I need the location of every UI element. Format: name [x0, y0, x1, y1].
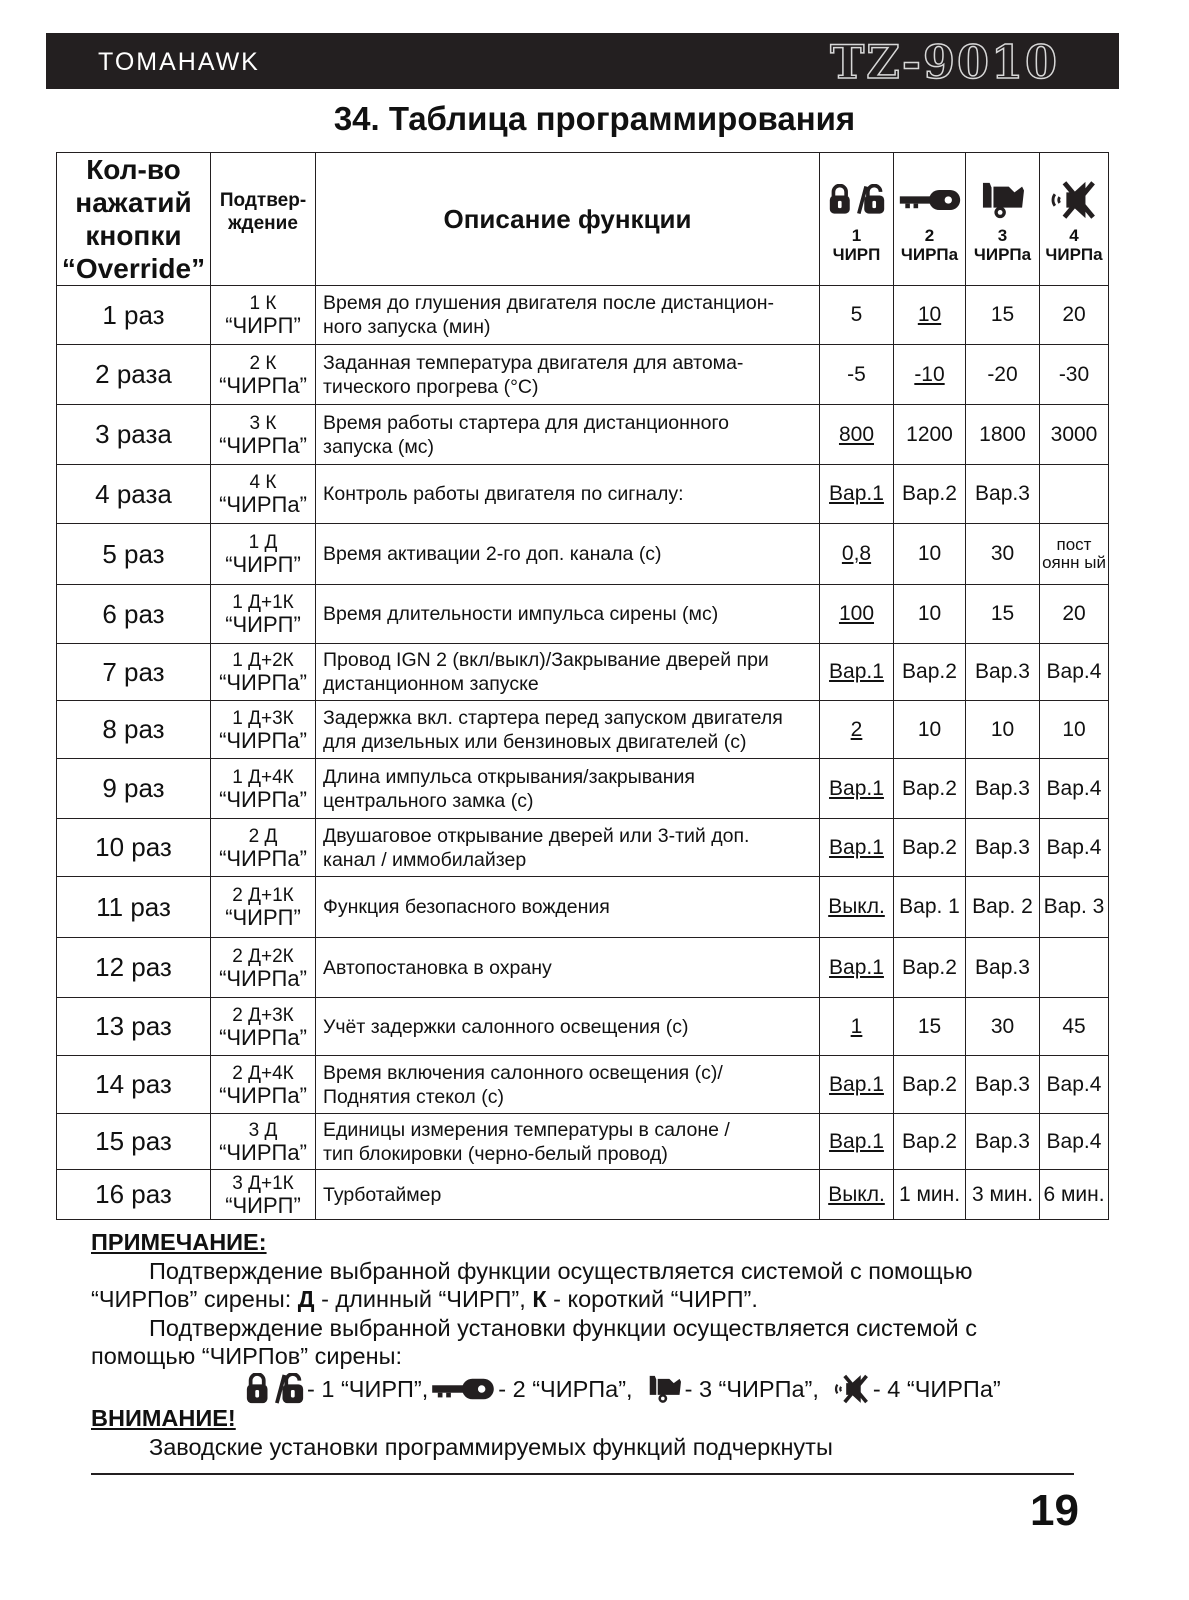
table-header-row [57, 153, 1109, 286]
chirp-legend [243, 1373, 1001, 1405]
option-value-2: -10 [894, 345, 966, 405]
function-description: Контроль работы двигателя по сигналу: [316, 465, 820, 524]
option-value-3: 10 [966, 701, 1040, 759]
table-row [57, 998, 1109, 1056]
option-value-2: 10 [894, 585, 966, 644]
confirmation: 1 К “ЧИРП” [211, 286, 316, 345]
table-row [57, 524, 1109, 585]
notes-section [91, 1228, 1091, 1371]
option-value-3: 1800 [966, 405, 1040, 465]
press-count: 6 раз [57, 585, 211, 644]
confirmation: 1 Д+1К “ЧИРП” [211, 585, 316, 644]
siren-mute-icon [833, 1373, 871, 1405]
option-value-2: 10 [894, 701, 966, 759]
lock-unlock-icon [828, 184, 886, 216]
option-value-2: Вар.2 [894, 938, 966, 998]
option-value-3: Вар. 2 [966, 877, 1040, 938]
column-header-option-4: 4 ЧИРПа [1040, 153, 1109, 286]
table-row [57, 405, 1109, 465]
option-value-1: Вар.1 [820, 465, 894, 524]
note-paragraph-2-cont: помощью “ЧИРПов” сирены: [91, 1343, 403, 1369]
function-description: Время до глушения двигателя после дистанцион- ного запуска (мин) [316, 286, 820, 345]
table-row [57, 819, 1109, 877]
key-icon [430, 1375, 496, 1403]
column-header-option-1: 1 ЧИРП [820, 153, 894, 286]
press-count: 3 раза [57, 405, 211, 465]
option-value-2: 15 [894, 998, 966, 1056]
option-value-1: Вар.1 [820, 644, 894, 701]
function-description: Время активации 2-го доп. канала (с) [316, 524, 820, 585]
option-value-2: Вар.2 [894, 1114, 966, 1170]
function-description: Провод IGN 2 (вкл/выкл)/Закрывание дверей при дистанционном запуске [316, 644, 820, 701]
function-description: Функция безопасного вождения [316, 877, 820, 938]
option-value-3: -20 [966, 345, 1040, 405]
legend-item-2: - 2 “ЧИРПа”, [498, 1375, 633, 1402]
table-row [57, 585, 1109, 644]
option-value-1: 5 [820, 286, 894, 345]
option-value-2: Вар.2 [894, 819, 966, 877]
option-value-2: Вар.2 [894, 644, 966, 701]
option-value-1: -5 [820, 345, 894, 405]
table-row [57, 345, 1109, 405]
confirmation: 2 К “ЧИРПа” [211, 345, 316, 405]
confirmation: 1 Д+3К “ЧИРПа” [211, 701, 316, 759]
table-row [57, 759, 1109, 819]
press-count: 2 раза [57, 345, 211, 405]
page-header [46, 33, 1119, 89]
option-value-1: Вар.1 [820, 759, 894, 819]
option-value-4 [1040, 938, 1109, 998]
option-value-1: 100 [820, 585, 894, 644]
function-description: Время длительности импульса сирены (мс) [316, 585, 820, 644]
table-row [57, 286, 1109, 345]
note-paragraph-1-cont: “ЧИРПов” сирены: Д - длинный “ЧИРП”, К - короткий “ЧИРП”. [91, 1286, 758, 1312]
option-value-3: 30 [966, 998, 1040, 1056]
note-paragraph-1: Подтверждение выбранной функции осуществляется системой с помощью [149, 1257, 973, 1284]
warning-heading: ВНИМАНИЕ! [91, 1405, 236, 1431]
option-value-2: Вар.2 [894, 465, 966, 524]
brand-name: TOMAHAWK [98, 48, 260, 76]
table-row [57, 877, 1109, 938]
page-number: 19 [1030, 1486, 1079, 1535]
function-description: Длина импульса открывания/закрывания центрального замка (с) [316, 759, 820, 819]
option-value-1: 1 [820, 998, 894, 1056]
table-row [57, 644, 1109, 701]
confirmation: 1 Д “ЧИРП” [211, 524, 316, 585]
option-value-4: Вар.4 [1040, 1114, 1109, 1170]
press-count: 16 раз [57, 1170, 211, 1220]
model-name: TZ-9010 [830, 35, 1059, 89]
option-value-4: Вар. 3 [1040, 877, 1109, 938]
press-count: 9 раз [57, 759, 211, 819]
option-value-3: Вар.3 [966, 938, 1040, 998]
press-count: 14 раз [57, 1056, 211, 1114]
press-count: 7 раз [57, 644, 211, 701]
function-description: Турботаймер [316, 1170, 820, 1220]
press-count: 13 раз [57, 998, 211, 1056]
table-row [57, 938, 1109, 998]
option-value-4: -30 [1040, 345, 1109, 405]
press-count: 8 раз [57, 701, 211, 759]
confirmation: 4 К “ЧИРПа” [211, 465, 316, 524]
option-value-1: 2 [820, 701, 894, 759]
legend-item-1: - 1 “ЧИРП”, [307, 1375, 429, 1402]
column-header-count: Кол-во нажатий кнопки “Override” [57, 153, 211, 286]
confirmation: 1 Д+4К “ЧИРПа” [211, 759, 316, 819]
function-description: Задержка вкл. стартера перед запуском двигателя для дизельных или бензиновых двигателей (с) [316, 701, 820, 759]
table-row [57, 1056, 1109, 1114]
option-value-3: Вар.3 [966, 644, 1040, 701]
confirmation: 3 Д “ЧИРПа” [211, 1114, 316, 1170]
column-header-option-2: 2 ЧИРПа [894, 153, 966, 286]
option-value-2: 1 мин. [894, 1170, 966, 1220]
option-value-1: Выкл. [820, 1170, 894, 1220]
option-value-4: Вар.4 [1040, 644, 1109, 701]
option-value-1: Вар.1 [820, 819, 894, 877]
siren-mute-icon [1051, 179, 1097, 221]
note-heading: ПРИМЕЧАНИЕ: [91, 1229, 267, 1255]
option-value-1: Вар.1 [820, 1056, 894, 1114]
page-title: 34. Таблица программирования [333, 100, 856, 137]
option-value-1: 0,8 [820, 524, 894, 585]
function-description: Заданная температура двигателя для автома- тического прогрева (°С) [316, 345, 820, 405]
legend-item-4: - 4 “ЧИРПа” [872, 1375, 1001, 1402]
option-value-4: 20 [1040, 286, 1109, 345]
option-value-4: 20 [1040, 585, 1109, 644]
confirmation: 2 Д+1К “ЧИРП” [211, 877, 316, 938]
warning-section [91, 1404, 1091, 1461]
option-value-2: Вар.2 [894, 1056, 966, 1114]
function-description: Учёт задержки салонного освещения (с) [316, 998, 820, 1056]
option-value-2: 10 [894, 286, 966, 345]
key-icon [898, 186, 962, 214]
footer-divider [91, 1473, 1074, 1475]
note-paragraph-2: Подтверждение выбранной установки функции осуществляется системой с [149, 1314, 977, 1341]
column-header-confirm: Подтвер- ждение [211, 153, 316, 286]
function-description: Единицы измерения температуры в салоне / тип блокировки (черно-белый провод) [316, 1114, 820, 1170]
option-value-3: Вар.3 [966, 1056, 1040, 1114]
column-header-option-3: 3 ЧИРПа [966, 153, 1040, 286]
option-value-4: пост оянн ый [1040, 524, 1109, 585]
car-engine-icon [980, 179, 1026, 221]
option-value-2: 1200 [894, 405, 966, 465]
option-value-4: 6 мин. [1040, 1170, 1109, 1220]
press-count: 5 раз [57, 524, 211, 585]
option-value-3: Вар.3 [966, 1114, 1040, 1170]
confirmation: 3 Д+1К “ЧИРП” [211, 1170, 316, 1220]
press-count: 15 раз [57, 1114, 211, 1170]
option-value-3: 3 мин. [966, 1170, 1040, 1220]
option-value-3: Вар.3 [966, 819, 1040, 877]
column-header-description: Описание функции [316, 153, 820, 286]
programming-table [56, 152, 1109, 1220]
warning-text: Заводские установки программируемых функций подчеркнуты [149, 1433, 833, 1460]
press-count: 11 раз [57, 877, 211, 938]
function-description: Автопостановка в охрану [316, 938, 820, 998]
function-description: Двушаговое открывание дверей или 3-тий доп. канал / иммобилайзер [316, 819, 820, 877]
option-value-4: Вар.4 [1040, 759, 1109, 819]
legend-item-3: - 3 “ЧИРПа”, [684, 1375, 819, 1402]
table-row [57, 465, 1109, 524]
table-row [57, 1170, 1109, 1220]
option-value-4 [1040, 465, 1109, 524]
press-count: 12 раз [57, 938, 211, 998]
option-value-3: 30 [966, 524, 1040, 585]
table-row [57, 1114, 1109, 1170]
option-value-2: Вар.2 [894, 759, 966, 819]
option-value-1: Выкл. [820, 877, 894, 938]
confirmation: 2 Д “ЧИРПа” [211, 819, 316, 877]
press-count: 4 раза [57, 465, 211, 524]
confirmation: 2 Д+4К “ЧИРПа” [211, 1056, 316, 1114]
lock-unlock-icon [245, 1373, 305, 1405]
function-description: Время работы стартера для дистанционного запуска (мс) [316, 405, 820, 465]
option-value-4: 45 [1040, 998, 1109, 1056]
option-value-4: 10 [1040, 701, 1109, 759]
option-value-2: 10 [894, 524, 966, 585]
option-value-3: Вар.3 [966, 759, 1040, 819]
option-value-1: 800 [820, 405, 894, 465]
option-value-4: Вар.4 [1040, 1056, 1109, 1114]
confirmation: 3 К “ЧИРПа” [211, 405, 316, 465]
option-value-1: Вар.1 [820, 938, 894, 998]
option-value-4: Вар.4 [1040, 819, 1109, 877]
press-count: 10 раз [57, 819, 211, 877]
option-value-3: Вар.3 [966, 465, 1040, 524]
option-value-3: 15 [966, 585, 1040, 644]
function-description: Время включения салонного освещения (с)/ Поднятия стекол (с) [316, 1056, 820, 1114]
confirmation: 2 Д+3К “ЧИРПа” [211, 998, 316, 1056]
table-row [57, 701, 1109, 759]
option-value-3: 15 [966, 286, 1040, 345]
press-count: 1 раз [57, 286, 211, 345]
confirmation: 1 Д+2К “ЧИРПа” [211, 644, 316, 701]
option-value-4: 3000 [1040, 405, 1109, 465]
option-value-2: Вар. 1 [894, 877, 966, 938]
car-engine-icon [647, 1373, 683, 1405]
option-value-1: Вар.1 [820, 1114, 894, 1170]
confirmation: 2 Д+2К “ЧИРПа” [211, 938, 316, 998]
